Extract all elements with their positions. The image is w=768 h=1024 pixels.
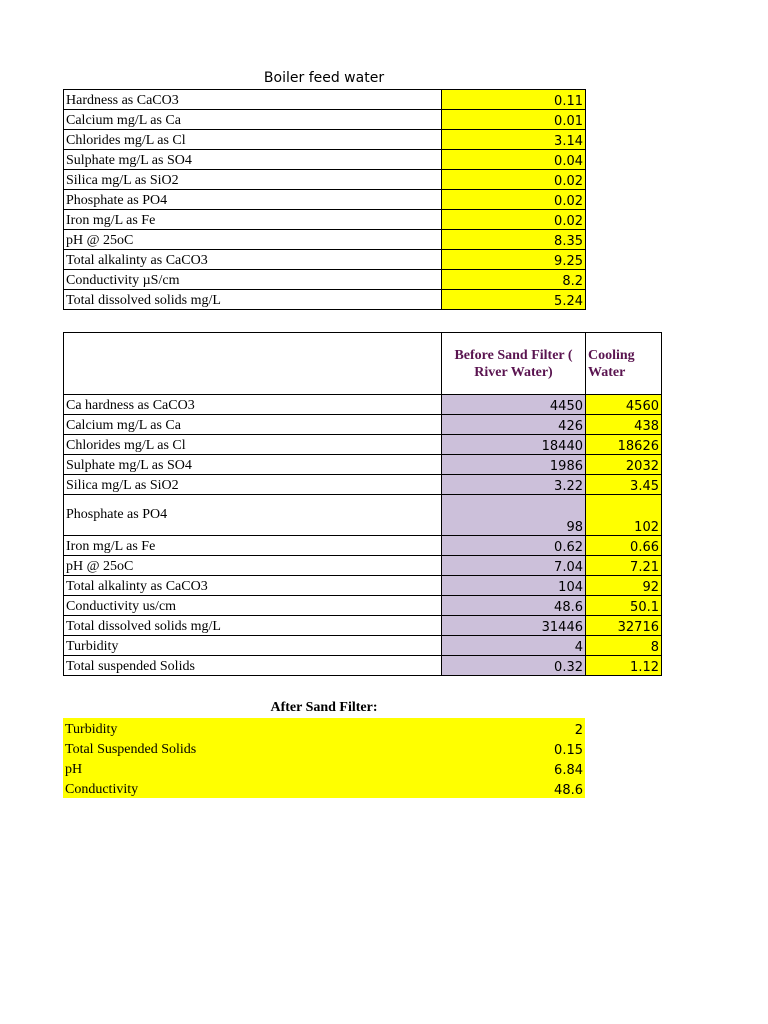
- cooling-value[interactable]: 50.1: [586, 596, 662, 616]
- parameter-value[interactable]: 0.02: [442, 170, 586, 190]
- parameter-label[interactable]: Chlorides mg/L as Cl: [64, 130, 442, 150]
- table-row: [64, 230, 586, 250]
- before-value[interactable]: 426: [442, 415, 586, 435]
- table-row: [64, 150, 586, 170]
- column-header-before-sand-filter[interactable]: Before Sand Filter ( River Water): [442, 333, 586, 395]
- parameter-value[interactable]: 5.24: [442, 290, 586, 310]
- table-row: [64, 270, 586, 290]
- table-row: [64, 190, 586, 210]
- parameter-label[interactable]: pH @ 25oC: [64, 230, 442, 250]
- parameter-value[interactable]: 0.15: [441, 738, 585, 758]
- parameter-value[interactable]: 48.6: [441, 778, 585, 798]
- after-sand-filter-title: After Sand Filter:: [270, 700, 378, 715]
- parameter-value[interactable]: 8.35: [442, 230, 586, 250]
- table-row: [64, 170, 586, 190]
- table-row: [64, 596, 662, 616]
- water-comparison-table: [63, 332, 662, 676]
- table-row: [64, 455, 662, 475]
- parameter-label[interactable]: Turbidity: [63, 718, 441, 738]
- before-value[interactable]: 4: [442, 636, 586, 656]
- parameter-label[interactable]: Total dissolved solids mg/L: [64, 616, 442, 636]
- table-row: [64, 250, 586, 270]
- table-row: [64, 656, 662, 676]
- cooling-value[interactable]: 7.21: [586, 556, 662, 576]
- parameter-label[interactable]: Sulphate mg/L as SO4: [64, 150, 442, 170]
- parameter-value[interactable]: 0.02: [442, 210, 586, 230]
- parameter-label[interactable]: Chlorides mg/L as Cl: [64, 435, 442, 455]
- table-row: [64, 475, 662, 495]
- after-sand-filter-table: [63, 718, 585, 798]
- parameter-value[interactable]: 9.25: [442, 250, 586, 270]
- before-value[interactable]: 18440: [442, 435, 586, 455]
- parameter-label[interactable]: Silica mg/L as SiO2: [64, 170, 442, 190]
- parameter-label[interactable]: pH: [63, 758, 441, 778]
- cooling-value[interactable]: 8: [586, 636, 662, 656]
- table-row: [64, 536, 662, 556]
- parameter-label[interactable]: Iron mg/L as Fe: [64, 210, 442, 230]
- cooling-value[interactable]: 18626: [586, 435, 662, 455]
- parameter-label[interactable]: Total Suspended Solids: [63, 738, 441, 758]
- parameter-label[interactable]: Conductivity us/cm: [64, 596, 442, 616]
- parameter-label[interactable]: Iron mg/L as Fe: [64, 536, 442, 556]
- cooling-value[interactable]: 102: [586, 495, 662, 536]
- table-row: [64, 636, 662, 656]
- cooling-value[interactable]: 2032: [586, 455, 662, 475]
- table-row: [63, 778, 585, 798]
- parameter-label[interactable]: Calcium mg/L as Ca: [64, 415, 442, 435]
- header-empty-cell[interactable]: [64, 333, 442, 395]
- before-value[interactable]: 104: [442, 576, 586, 596]
- table-row: [63, 738, 585, 758]
- parameter-label[interactable]: Silica mg/L as SiO2: [64, 475, 442, 495]
- parameter-value[interactable]: 2: [441, 718, 585, 738]
- cooling-value[interactable]: 4560: [586, 395, 662, 415]
- before-value[interactable]: 1986: [442, 455, 586, 475]
- before-value[interactable]: 3.22: [442, 475, 586, 495]
- table-row: [64, 210, 586, 230]
- parameter-label[interactable]: Phosphate as PO4: [64, 190, 442, 210]
- table-row: [64, 495, 662, 536]
- parameter-label[interactable]: Total alkalinty as CaCO3: [64, 250, 442, 270]
- table-row: [64, 616, 662, 636]
- parameter-label[interactable]: Conductivity: [63, 778, 441, 798]
- cooling-value[interactable]: 0.66: [586, 536, 662, 556]
- parameter-value[interactable]: 0.04: [442, 150, 586, 170]
- table-row: [63, 718, 585, 738]
- table-row: [64, 130, 586, 150]
- boiler-feed-water-title: Boiler feed water: [263, 70, 385, 86]
- before-value[interactable]: 48.6: [442, 596, 586, 616]
- parameter-value[interactable]: 0.02: [442, 190, 586, 210]
- table-row: [64, 415, 662, 435]
- parameter-label[interactable]: Hardness as CaCO3: [64, 90, 442, 110]
- parameter-label[interactable]: Phosphate as PO4: [64, 495, 442, 536]
- parameter-label[interactable]: pH @ 25oC: [64, 556, 442, 576]
- parameter-value[interactable]: 0.01: [442, 110, 586, 130]
- column-header-cooling-water[interactable]: Cooling Water: [586, 333, 662, 395]
- cooling-value[interactable]: 92: [586, 576, 662, 596]
- boiler-feed-water-table: [63, 89, 586, 310]
- parameter-label[interactable]: Total dissolved solids mg/L: [64, 290, 442, 310]
- cooling-value[interactable]: 3.45: [586, 475, 662, 495]
- table-row: [64, 110, 586, 130]
- parameter-value[interactable]: 3.14: [442, 130, 586, 150]
- table-row: [64, 90, 586, 110]
- table-row: [64, 576, 662, 596]
- parameter-label[interactable]: Total alkalinty as CaCO3: [64, 576, 442, 596]
- parameter-label[interactable]: Ca hardness as CaCO3: [64, 395, 442, 415]
- table-row: [63, 758, 585, 778]
- parameter-value[interactable]: 8.2: [442, 270, 586, 290]
- before-value[interactable]: 7.04: [442, 556, 586, 576]
- parameter-label[interactable]: Total suspended Solids: [64, 656, 442, 676]
- before-value[interactable]: 0.62: [442, 536, 586, 556]
- parameter-value[interactable]: 6.84: [441, 758, 585, 778]
- table-row: [64, 435, 662, 455]
- before-value[interactable]: 31446: [442, 616, 586, 636]
- parameter-label[interactable]: Conductivity µS/cm: [64, 270, 442, 290]
- table-header-row: [64, 333, 662, 395]
- cooling-value[interactable]: 438: [586, 415, 662, 435]
- before-value[interactable]: 98: [442, 495, 586, 536]
- before-value[interactable]: 4450: [442, 395, 586, 415]
- parameter-label[interactable]: Sulphate mg/L as SO4: [64, 455, 442, 475]
- before-value[interactable]: 0.32: [442, 656, 586, 676]
- parameter-label[interactable]: Calcium mg/L as Ca: [64, 110, 442, 130]
- parameter-value[interactable]: 0.11: [442, 90, 586, 110]
- table-row: [64, 556, 662, 576]
- table-row: [64, 290, 586, 310]
- table-row: [64, 395, 662, 415]
- parameter-label[interactable]: Turbidity: [64, 636, 442, 656]
- cooling-value[interactable]: 1.12: [586, 656, 662, 676]
- cooling-value[interactable]: 32716: [586, 616, 662, 636]
